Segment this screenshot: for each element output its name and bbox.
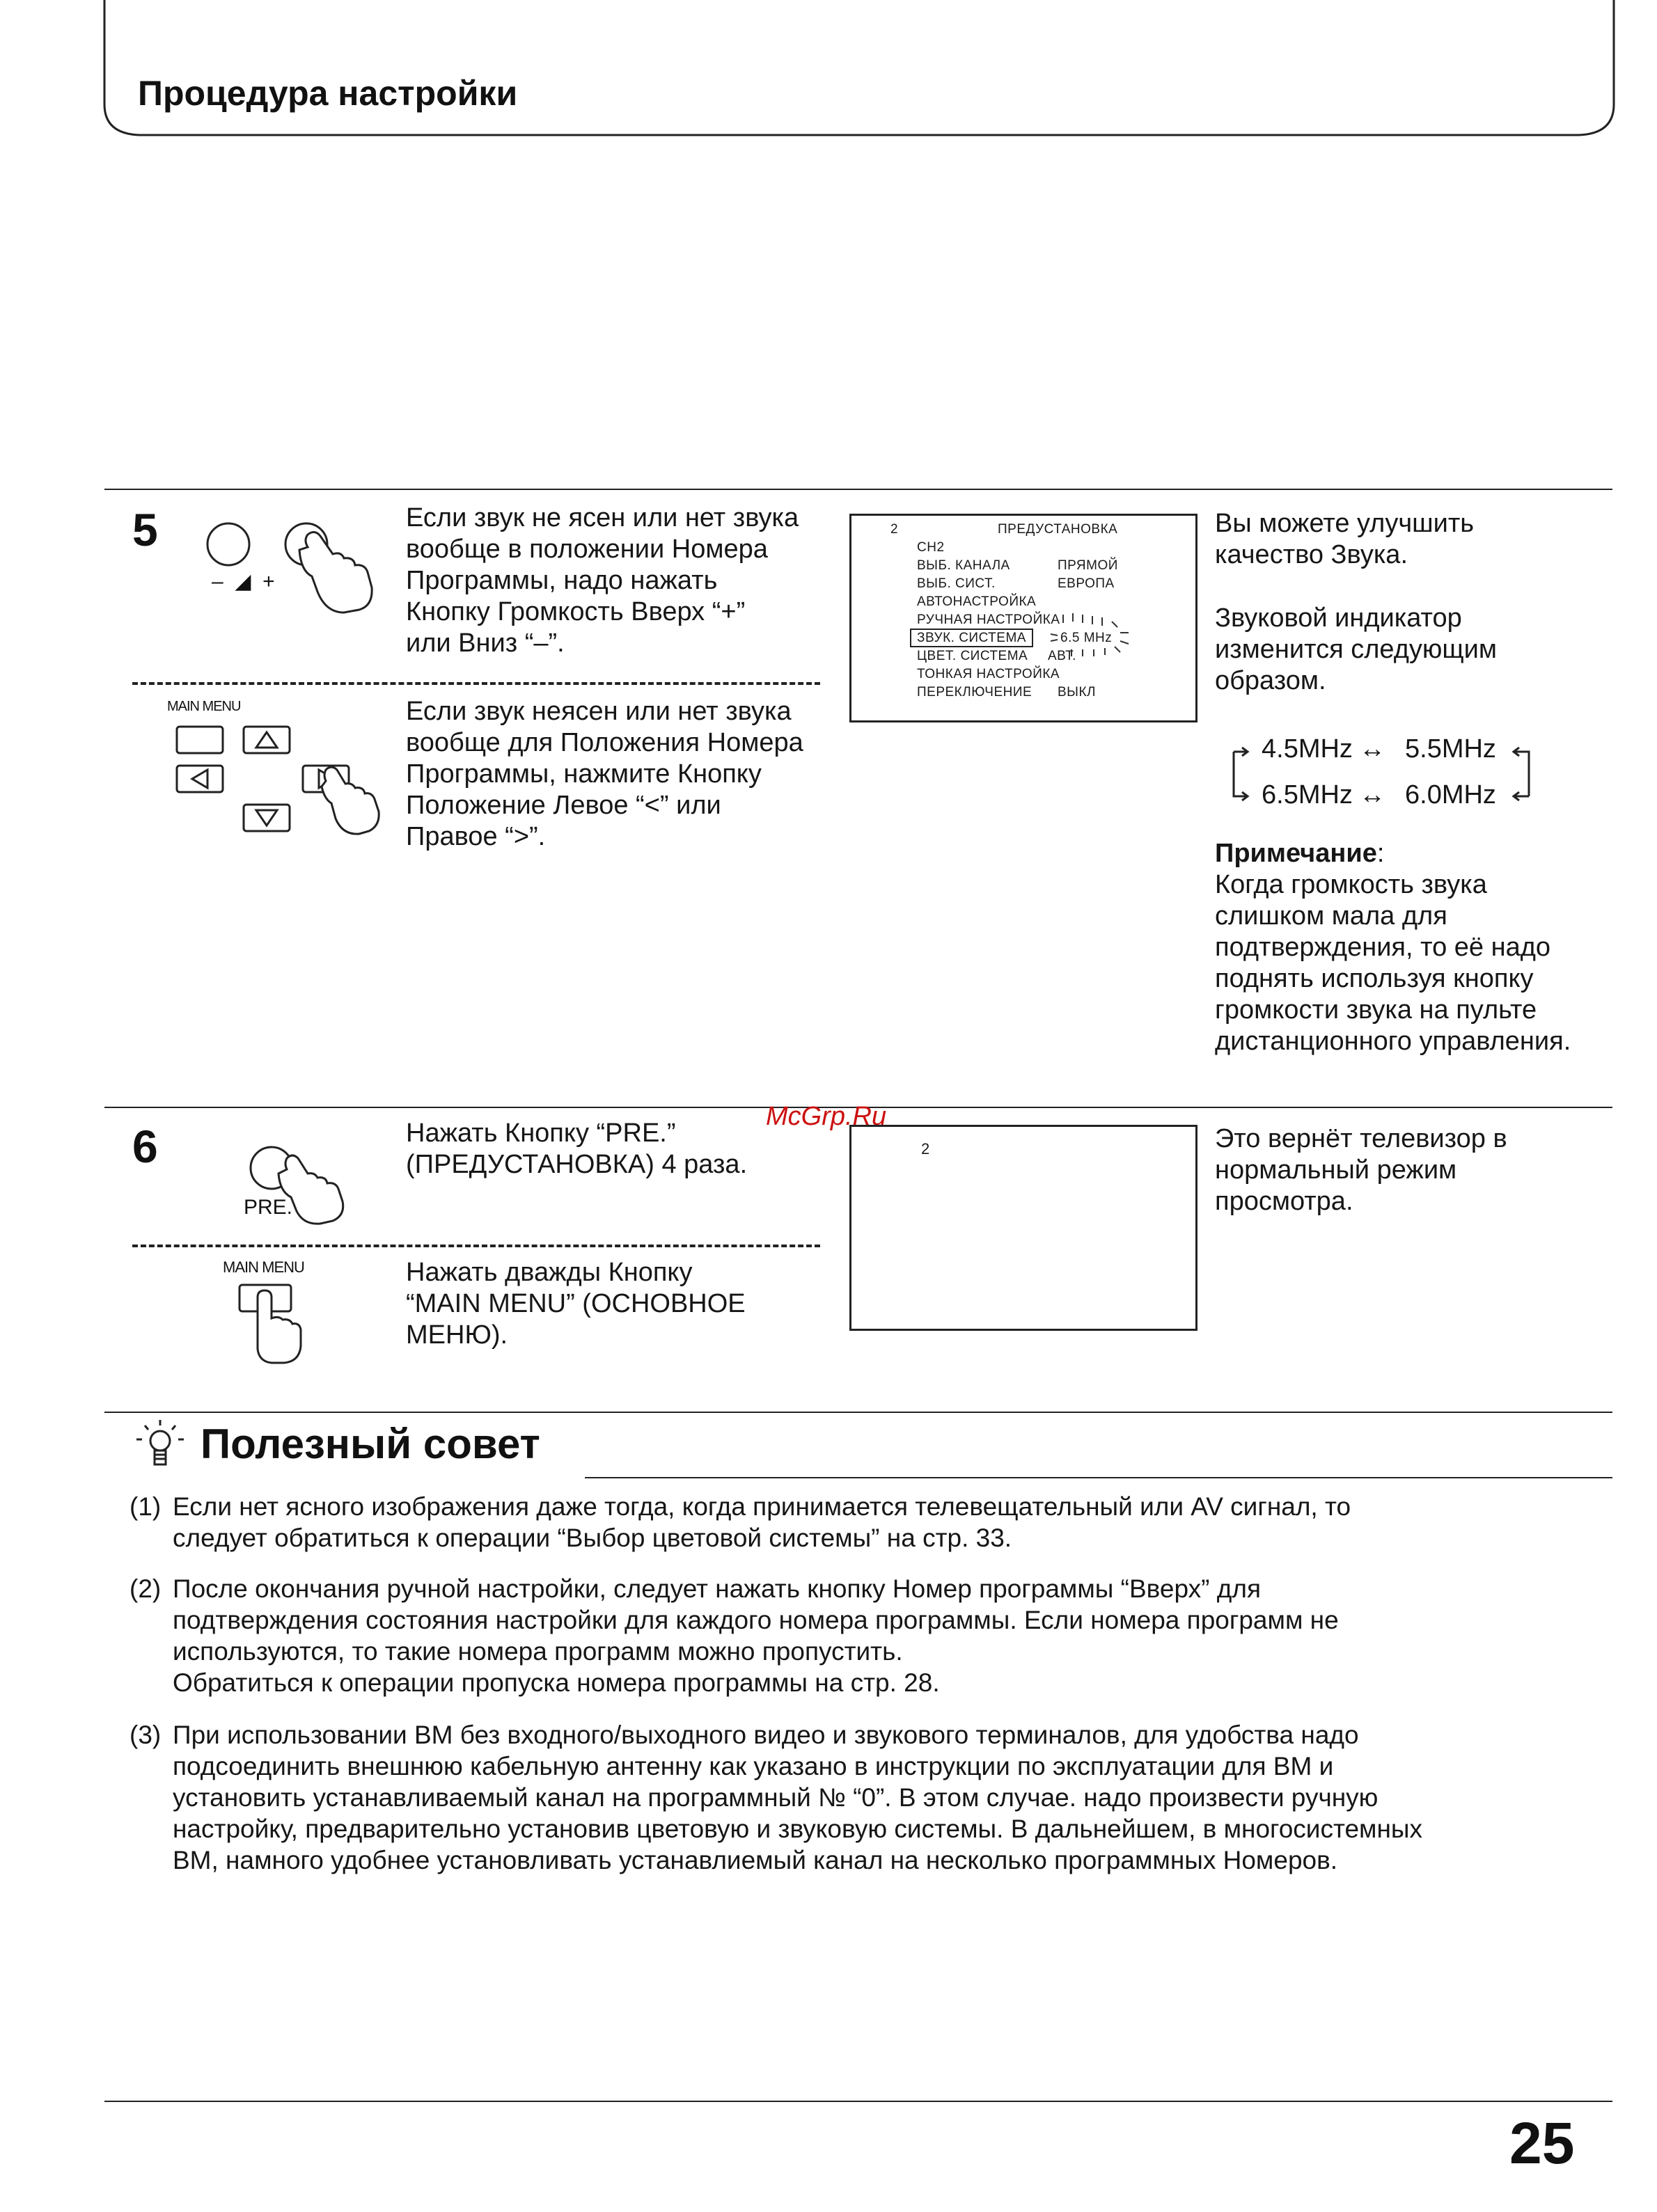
note-body: Когда громкость звука слишком мала для подтверждения, то её надо поднять используя кнопку громкости звука на пульте дистанционного управления.: [1215, 870, 1571, 1056]
step6-divider: [132, 1245, 820, 1247]
osd-channel: CH2: [917, 540, 945, 555]
osd-row: АВТОНАСТРОЙКА: [917, 594, 1037, 609]
osd-row-value: ЕВРОПА: [1058, 576, 1115, 591]
normal-screen: [849, 1125, 1197, 1331]
cycle-value-c: 6.5MHz: [1262, 780, 1353, 809]
osd-row-value: ПРЯМОЙ: [1058, 558, 1118, 573]
step5-side-a: Вы можете улучшить качество Звука.: [1215, 509, 1475, 569]
cycle-value-b: 5.5MHz: [1405, 734, 1496, 764]
tips-title: Полезный совет: [201, 1421, 540, 1467]
arrow-pad-illustration: [167, 717, 390, 842]
step6-instruction-b: Нажать дважды Кнопку “MAIN MENU” (ОСНОВНОЕ МЕНЮ).: [406, 1258, 746, 1350]
tip-number: (1): [129, 1492, 162, 1521]
step5-side-b: Звуковой индикатор изменится следующим образом.: [1215, 603, 1497, 695]
tips-top-rule: [104, 1412, 1612, 1413]
osd-row: ПЕРЕКЛЮЧЕНИЕ: [917, 685, 1032, 700]
osd-row: ТОНКАЯ НАСТРОЙКА: [917, 667, 1060, 681]
pre-button-label: PRE.: [244, 1196, 293, 1219]
tip-number: (3): [129, 1721, 162, 1749]
note-title: Примечание: [1215, 839, 1377, 868]
step5-top-rule: [104, 489, 1612, 490]
header-frame: [0, 0, 1657, 139]
main-menu-button-illustration: [230, 1277, 313, 1367]
osd-row-highlight: ЗВУК. СИСТЕМА: [910, 629, 1033, 647]
osd-row: ВЫБ. СИСТ.: [917, 576, 996, 591]
step6-side: Это вернёт телевизор в нормальный режим просмотра.: [1215, 1124, 1507, 1216]
note-colon: :: [1376, 839, 1385, 868]
flashing-indicator-icon: [1051, 610, 1134, 673]
page-number: 25: [1509, 2110, 1575, 2176]
osd-row: РУЧНАЯ НАСТРОЙКА: [917, 613, 1060, 627]
cycle-value-d: 6.0MHz: [1405, 780, 1496, 809]
osd-screen: [849, 514, 1197, 722]
step6-instruction-a: Нажать Кнопку “PRE.” (ПРЕДУСТАНОВКА) 4 раза.: [406, 1119, 748, 1179]
page-title: Процедура настройки: [138, 74, 518, 113]
screen-channel-number: 2: [921, 1140, 930, 1158]
osd-row-value: АВТ.: [1048, 649, 1076, 663]
osd-row: ВЫБ. КАНАЛА: [917, 558, 1010, 573]
volume-button-label: – ◢ +: [212, 570, 275, 593]
cycle-arrow-top: ↔: [1359, 734, 1385, 764]
osd-number: 2: [890, 522, 899, 537]
step6-number: 6: [132, 1121, 158, 1172]
osd-row-value: 6.5 MHz: [1060, 631, 1113, 645]
main-menu-label: MAIN MENU: [167, 699, 241, 714]
watermark: McGrp.Ru: [766, 1102, 887, 1131]
step5-instruction-a: Если звук не ясен или нет звука вообще в положении Номера Программы, надо нажать Кнопку Громкость Вверх “+” или Вниз “–”.: [406, 503, 799, 658]
main-menu-label-6: MAIN MENU: [223, 1258, 304, 1276]
step5-number: 5: [132, 504, 158, 555]
osd-title: ПРЕДУСТАНОВКА: [998, 522, 1118, 537]
step5-divider: [132, 682, 820, 685]
tips-title-rule: [585, 1477, 1612, 1478]
cycle-arrow-bottom: ↔: [1359, 780, 1385, 809]
cycle-value-a: 4.5MHz: [1262, 734, 1353, 764]
note-heading: [1215, 838, 1384, 869]
lightbulb-icon: [132, 1419, 188, 1471]
step5-instruction-b: Если звук неясен или нет звука вообще для Положения Номера Программы, нажмите Кнопку Положение Левое “<” или Правое “>”.: [406, 697, 803, 851]
osd-row: ЦВЕТ. СИСТЕМА: [917, 649, 1028, 663]
osd-row-value: ВЫКЛ: [1058, 685, 1097, 700]
footer-rule: [104, 2101, 1612, 2102]
tip-number: (2): [129, 1574, 162, 1603]
